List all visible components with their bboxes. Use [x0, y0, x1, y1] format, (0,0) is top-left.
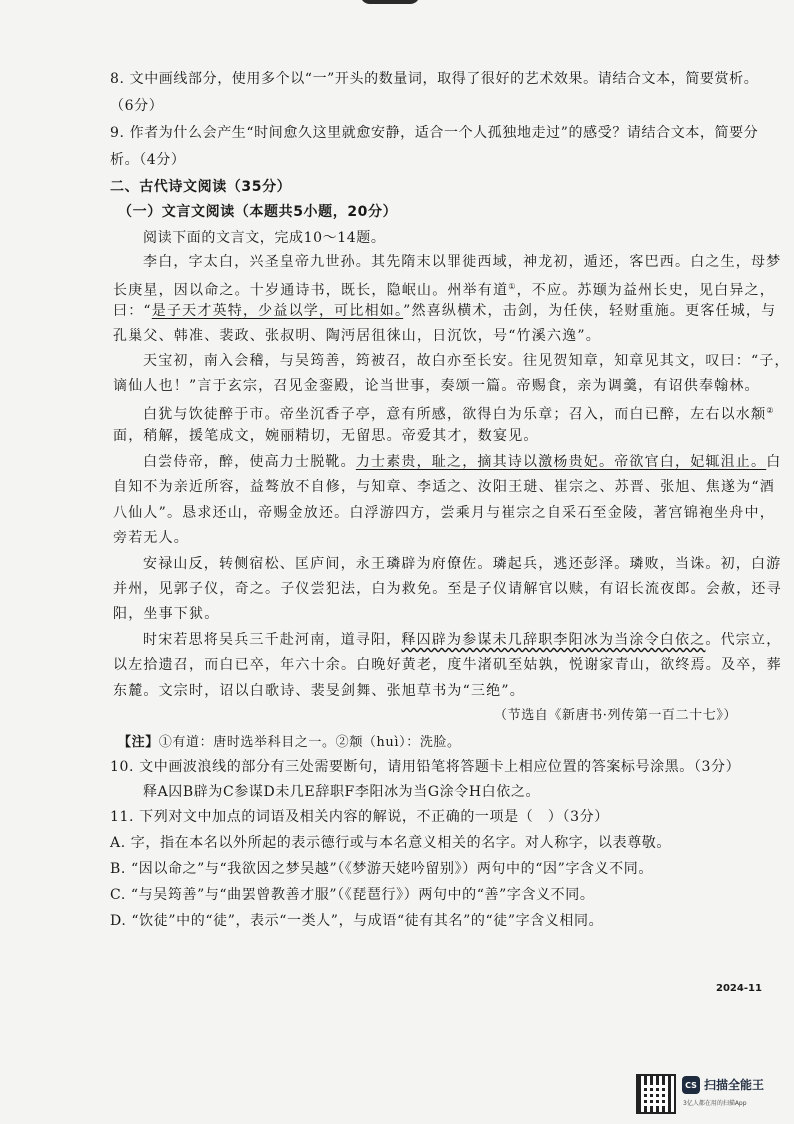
annotation-notes	[118, 734, 461, 752]
passage-line	[113, 278, 775, 300]
camscanner-logo-icon: CS	[682, 1076, 700, 1094]
qr-code-icon	[636, 1074, 676, 1114]
footnote-marker: ①	[508, 282, 517, 291]
passage-text: 白	[766, 454, 782, 470]
passage-line: 孔巢父、韩准、裴政、张叔明、陶沔居徂徕山，日沉饮，号“竹溪六逸”。	[113, 328, 601, 344]
passage-line: 天宝初，南入会稽，与吴筠善，筠被召，故白亦至长安。往见贺知章，知章见其文，叹曰：“子，	[143, 353, 790, 369]
scanner-app-tagline: 3亿人都在用的扫描App	[683, 1100, 747, 1107]
passage-line: 阳，坐事下狱。	[113, 606, 220, 622]
passage-line	[143, 631, 781, 649]
question-10-stem: 10. 文中画波浪线的部分有三处需要断句，请用铅笔将答题卡上相应位置的答案标号涂黑。（3分）	[110, 759, 741, 775]
passage-line: 面，稍解，援笔成文，婉丽精切，无留思。帝爱其才，数宴见。	[113, 428, 539, 444]
passage-line: 东麓。文宗时，诏以白歌诗、裴旻剑舞、张旭草书为“三绝”。	[113, 683, 525, 699]
question-9-line-2: 析。（4分）	[110, 152, 186, 168]
question-11-option-c: C. “与吴筠善”与“曲罢曾教善才服”（《琵琶行》）两句中的“善”字含义不同。	[110, 887, 595, 903]
passage-line: 并州，见郭子仪，奇之。子仪尝犯法，白为救免。至是子仪请解官以赎，有诏长流夜郎。会赦，还寻	[113, 581, 782, 597]
footnote-marker: ②	[766, 406, 775, 415]
passage-text: 白尝侍帝，醉，使高力士脱靴。	[143, 454, 356, 470]
passage-line	[113, 302, 776, 320]
passage-line: 李白，字太白，兴圣皇帝九世孙。其先隋末以罪徙西域，神龙初，遁还，客巴西。白之生，母梦	[143, 254, 782, 270]
notes-text: ①有道：唐时选举科目之一。②颒（huì）：洗脸。	[158, 735, 461, 750]
passage-text: 。代宗立，	[705, 632, 782, 648]
wavy-underlined-sentence: 释囚辟为参谋未几辞职李阳冰为当涂令白依之	[401, 632, 706, 648]
page-date: 2024-11	[716, 983, 762, 994]
passage-text: ”然喜纵横术，击剑，为任侠，轻财重施。更客任城，与	[403, 303, 777, 319]
underlined-sentence: 力士素贵，耻之，摘其诗以激杨贵妃。帝欲官白，妃辄沮止。	[355, 454, 767, 470]
question-10-options: 释A囚B辟为C参谋D未几E辞职F李阳冰为当G涂令H白依之。	[143, 784, 541, 800]
passage-line: 安禄山反，转侧宿松、匡庐间，永王璘辟为府僚佐。璘起兵，逃还彭泽。璘败，当诛。初，白游	[143, 556, 782, 572]
notes-label: 【注】	[118, 735, 159, 750]
question-8-line-1: 8. 文中画线部分，使用多个以“一”开头的数量词，取得了很好的艺术效果。请结合文本，简要赏析。	[110, 71, 759, 87]
reading-instruction: 阅读下面的文言文，完成10～14题。	[143, 230, 386, 246]
passage-line: 旁若无人。	[113, 530, 189, 546]
section-subtitle: （一）文言文阅读（本题共5小题，20分）	[118, 204, 398, 220]
passage-text: 曰：“	[113, 303, 152, 319]
underlined-sentence: 是子天才英特，少益以学，可比相如。	[151, 303, 404, 319]
question-11-option-d: D. “饮徒”中的“徒”，表示“一类人”，与成语“徒有其名”的“徒”字含义相同。	[110, 913, 604, 929]
passage-line: 八仙人”。恳求还山，帝赐金放还。白浮游四方，尝乘月与崔宗之自采石至金陵，著宫锦袍坐舟中，	[113, 505, 775, 521]
passage-line	[143, 402, 775, 424]
question-11-option-b: B. “因以命之”与“我欲因之梦吴越”（《梦游天姥吟留别》）两句中的“因”字含义不同。	[110, 861, 653, 877]
passage-text: 白犹与饮徒醉于市。帝坐沉香子亭，意有所感，欲得白为乐章；召入，而白已醉，左右以水颒	[143, 406, 767, 423]
passage-text: 时宋若思将吴兵三千赴河南，道寻阳，	[143, 632, 402, 648]
passage-text: 长庚星，因以命之。十岁通诗书，既长，隐岷山。州举有道	[113, 282, 509, 299]
question-9-line-1: 9. 作者为什么会产生“时间愈久这里就愈安静，适合一个人孤独地走过”的感受？请结合文本，简要分	[110, 125, 759, 141]
passage-text: ，不应。苏颋为益州长史，见白异之，	[516, 282, 775, 299]
passage-line: 自知不为亲近所容，益骜放不自修，与知章、李适之、汝阳王琎、崔宗之、苏晋、张旭、焦遂为“酒	[113, 479, 775, 495]
passage-line	[143, 453, 781, 471]
question-11-stem: 11. 下列对文中加点的词语及相关内容的解说，不正确的一项是（ ）（3分）	[110, 809, 609, 825]
question-11-option-a: A. 字，指在本名以外所起的表示德行或与本名意义相关的名字。对人称字，以表尊敬。	[110, 835, 672, 851]
passage-line: 谪仙人也！”言于玄宗，召见金銮殿，论当世事，奏颂一篇。帝赐食，亲为调羹，有诏供奉翰林。	[113, 378, 760, 394]
section-title: 二、古代诗文阅读（35分）	[110, 179, 292, 195]
passage-source: （节选自《新唐书·列传第一百二十七》）	[494, 708, 738, 723]
passage-line: 以左拾遗召，而白已卒，年六十余。白晚好黄老，度牛渚矶至姑孰，悦谢家青山，欲终焉。及卒，葬	[113, 657, 782, 673]
question-8-line-2: （6分）	[110, 98, 164, 114]
scanner-app-name: 扫描全能王	[704, 1078, 765, 1092]
